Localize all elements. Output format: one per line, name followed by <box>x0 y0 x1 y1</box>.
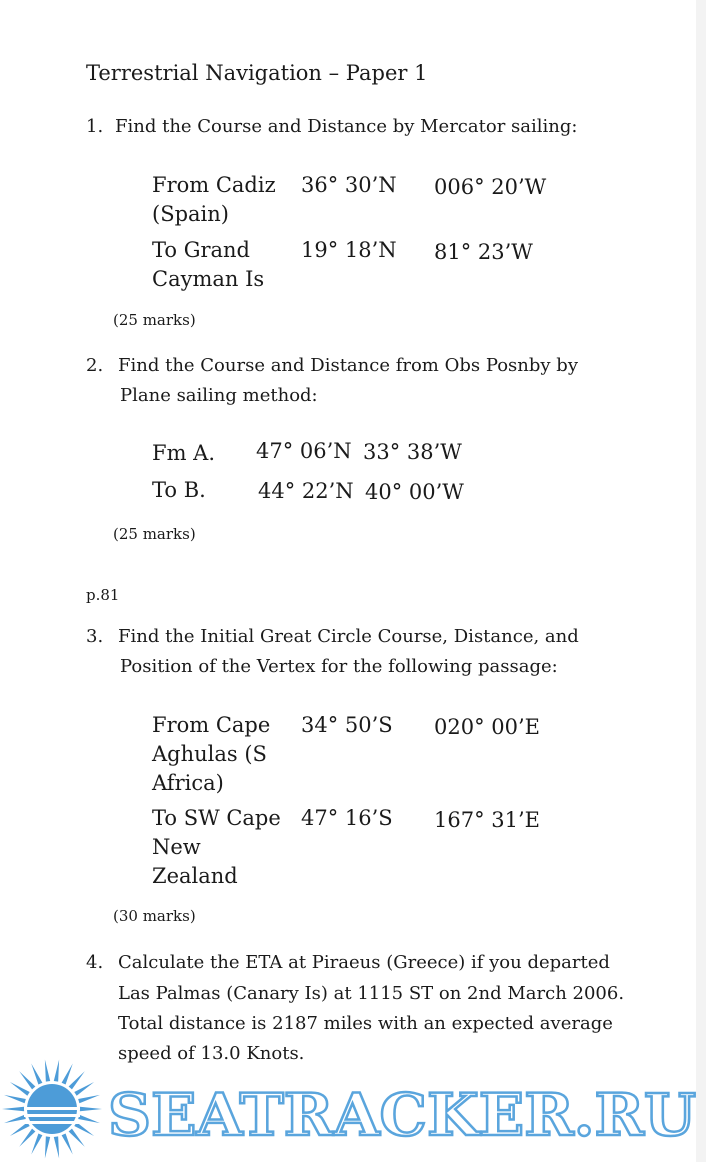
q1-to-place: To Grand Cayman Is <box>152 238 265 291</box>
q2-a-lat: 47° 06’N <box>256 439 352 463</box>
q1-marks: (25 marks) <box>113 311 196 329</box>
q3-from-lon: 020° 00’E <box>434 715 540 739</box>
q3-to-place: To SW Cape New Zealand <box>152 806 281 888</box>
sun-ray <box>69 1071 85 1089</box>
q1-text: Find the Course and Distance by Mercator sailing: <box>115 116 578 137</box>
watermark <box>0 1055 706 1162</box>
sun-ray <box>10 1122 30 1136</box>
q3-line1: Find the Initial Great Circle Course, Distance, and <box>118 626 579 647</box>
sun-ray <box>19 1071 35 1089</box>
sun-ray <box>4 1095 26 1103</box>
q1-from-place: From Cadiz (Spain) <box>152 173 276 226</box>
sun-ray <box>62 1064 73 1085</box>
q1-to-lat: 19° 18’N <box>301 238 397 262</box>
q3-from-lat: 34° 50’S <box>301 713 393 737</box>
q2-line2: Plane sailing method: <box>120 385 318 406</box>
q4-line4: speed of 13.0 Knots. <box>118 1043 305 1064</box>
q4-number: 4. <box>86 952 104 973</box>
sun-ray <box>74 1082 94 1096</box>
watermark-text: SEATRACKER.RU <box>108 1081 696 1149</box>
sun-ray <box>31 1133 42 1154</box>
sun-ray <box>78 1115 100 1123</box>
sun-ray <box>4 1115 26 1123</box>
q4-line2: Las Palmas (Canary Is) at 1115 ST on 2nd March 2006. <box>118 983 625 1004</box>
q3-to-lon: 167° 31’E <box>434 808 540 832</box>
sun-ray <box>78 1095 100 1103</box>
sun-logo-icon <box>2 1060 102 1159</box>
sun-ray <box>45 1136 50 1158</box>
q3-number: 3. <box>86 626 104 647</box>
q2-b-place: To B. <box>152 478 206 502</box>
q2-b-lat: 44° 22’N <box>258 479 354 503</box>
sun-ray <box>80 1107 102 1111</box>
sun-ray <box>31 1064 42 1085</box>
sun-ray <box>2 1107 24 1111</box>
q3-marks: (30 marks) <box>113 907 196 925</box>
q3-from-place: From Cape Aghulas (S Africa) <box>152 713 271 795</box>
sun-ray <box>19 1129 35 1147</box>
sun-ray <box>10 1082 30 1096</box>
sun-ray <box>74 1122 94 1136</box>
sun-ray <box>62 1133 73 1154</box>
sun-ray <box>45 1060 50 1082</box>
q1-from-lat: 36° 30’N <box>301 173 397 197</box>
page-edge <box>696 0 706 1162</box>
q2-line1: Find the Course and Distance from Obs Posnby by <box>118 355 578 376</box>
sun-ray <box>54 1136 59 1158</box>
q1-from-lon: 006° 20’W <box>434 175 547 199</box>
q2-marks: (25 marks) <box>113 525 196 543</box>
page-title: Terrestrial Navigation – Paper 1 <box>86 61 428 85</box>
page-reference: p.81 <box>86 586 120 604</box>
q4-line1: Calculate the ETA at Piraeus (Greece) if you departed <box>118 952 610 973</box>
q1-number: 1. <box>86 116 104 137</box>
q2-number: 2. <box>86 355 104 376</box>
q1-to-lon: 81° 23’W <box>434 240 533 264</box>
q2-b-lon: 40° 00’W <box>365 480 464 504</box>
q2-a-place: Fm A. <box>152 441 215 465</box>
q3-line2: Position of the Vertex for the following passage: <box>120 656 558 677</box>
q3-to-lat: 47° 16’S <box>301 806 393 830</box>
q4-line3: Total distance is 2187 miles with an expected average <box>118 1013 613 1034</box>
sun-ray <box>54 1060 59 1082</box>
sun-ray <box>69 1129 85 1147</box>
q2-a-lon: 33° 38’W <box>363 440 462 464</box>
